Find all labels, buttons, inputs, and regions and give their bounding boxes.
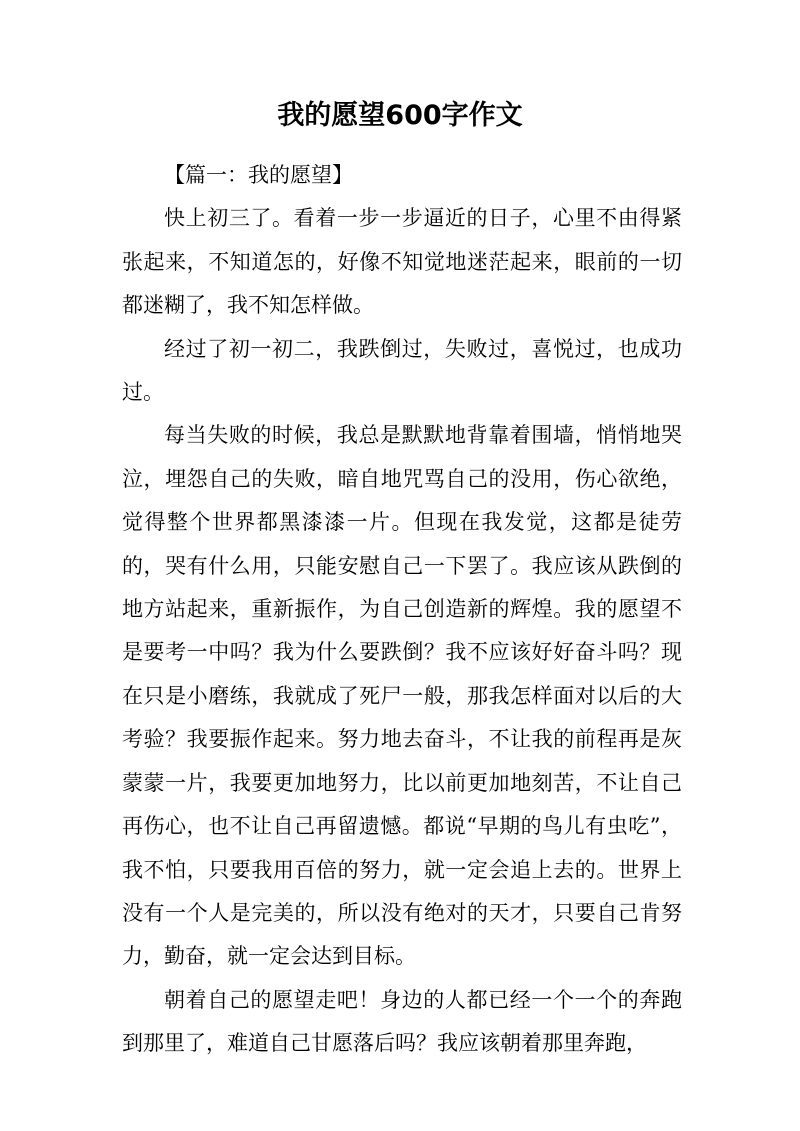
document-body (122, 154, 682, 1066)
section-heading: 【篇一：我的愿望】 (164, 163, 353, 187)
paragraph: 快上初三了。看着一步一步逼近的日子，心里不由得紧张起来，不知道怎的，好像不知觉地迷茫起来，眼前的一切都迷糊了，我不知怎样做。 (122, 206, 682, 318)
paragraph: 经过了初一初二，我跌倒过，失败过，喜悦过，也成功过。 (122, 336, 682, 405)
paragraph: 每当失败的时候，我总是默默地背靠着围墙，悄悄地哭泣，埋怨自己的失败，暗自地咒骂自己的没用，伤心欲绝，觉得整个世界都黑漆漆一片。但现在我发觉，这都是徒劳的，哭有什么用，只能安慰自己一下罢了。我应该从跌倒的地方站起来，重新振作，为自己创造新的辉煌。我的愿望不是要考一中吗？我为什么要跌倒？我不应该好好奋斗吗？现在只是小磨练，我就成了死尸一般，那我怎样面对以后的大考验？我要振作起来。努力地去奋斗，不让我的前程再是灰蒙蒙一片，我要更加地努力，比以前更加地刻苦，不让自己再伤心，也不让自己再留遗憾。都说“早期的鸟儿有虫吃”，我不怕，只要我用百倍的努力，就一定会追上去的。世界上没有一个人是完美的，所以没有绝对的天才，只要自己肯努力，勤奋，就一定会达到目标。 (122, 423, 682, 969)
paragraph: 朝着自己的愿望走吧！身边的人都已经一个一个的奔跑到那里了，难道自己甘愿落后吗？我应该朝着那里奔跑， (122, 987, 682, 1056)
document-title: 我的愿望600字作文 (277, 100, 523, 131)
